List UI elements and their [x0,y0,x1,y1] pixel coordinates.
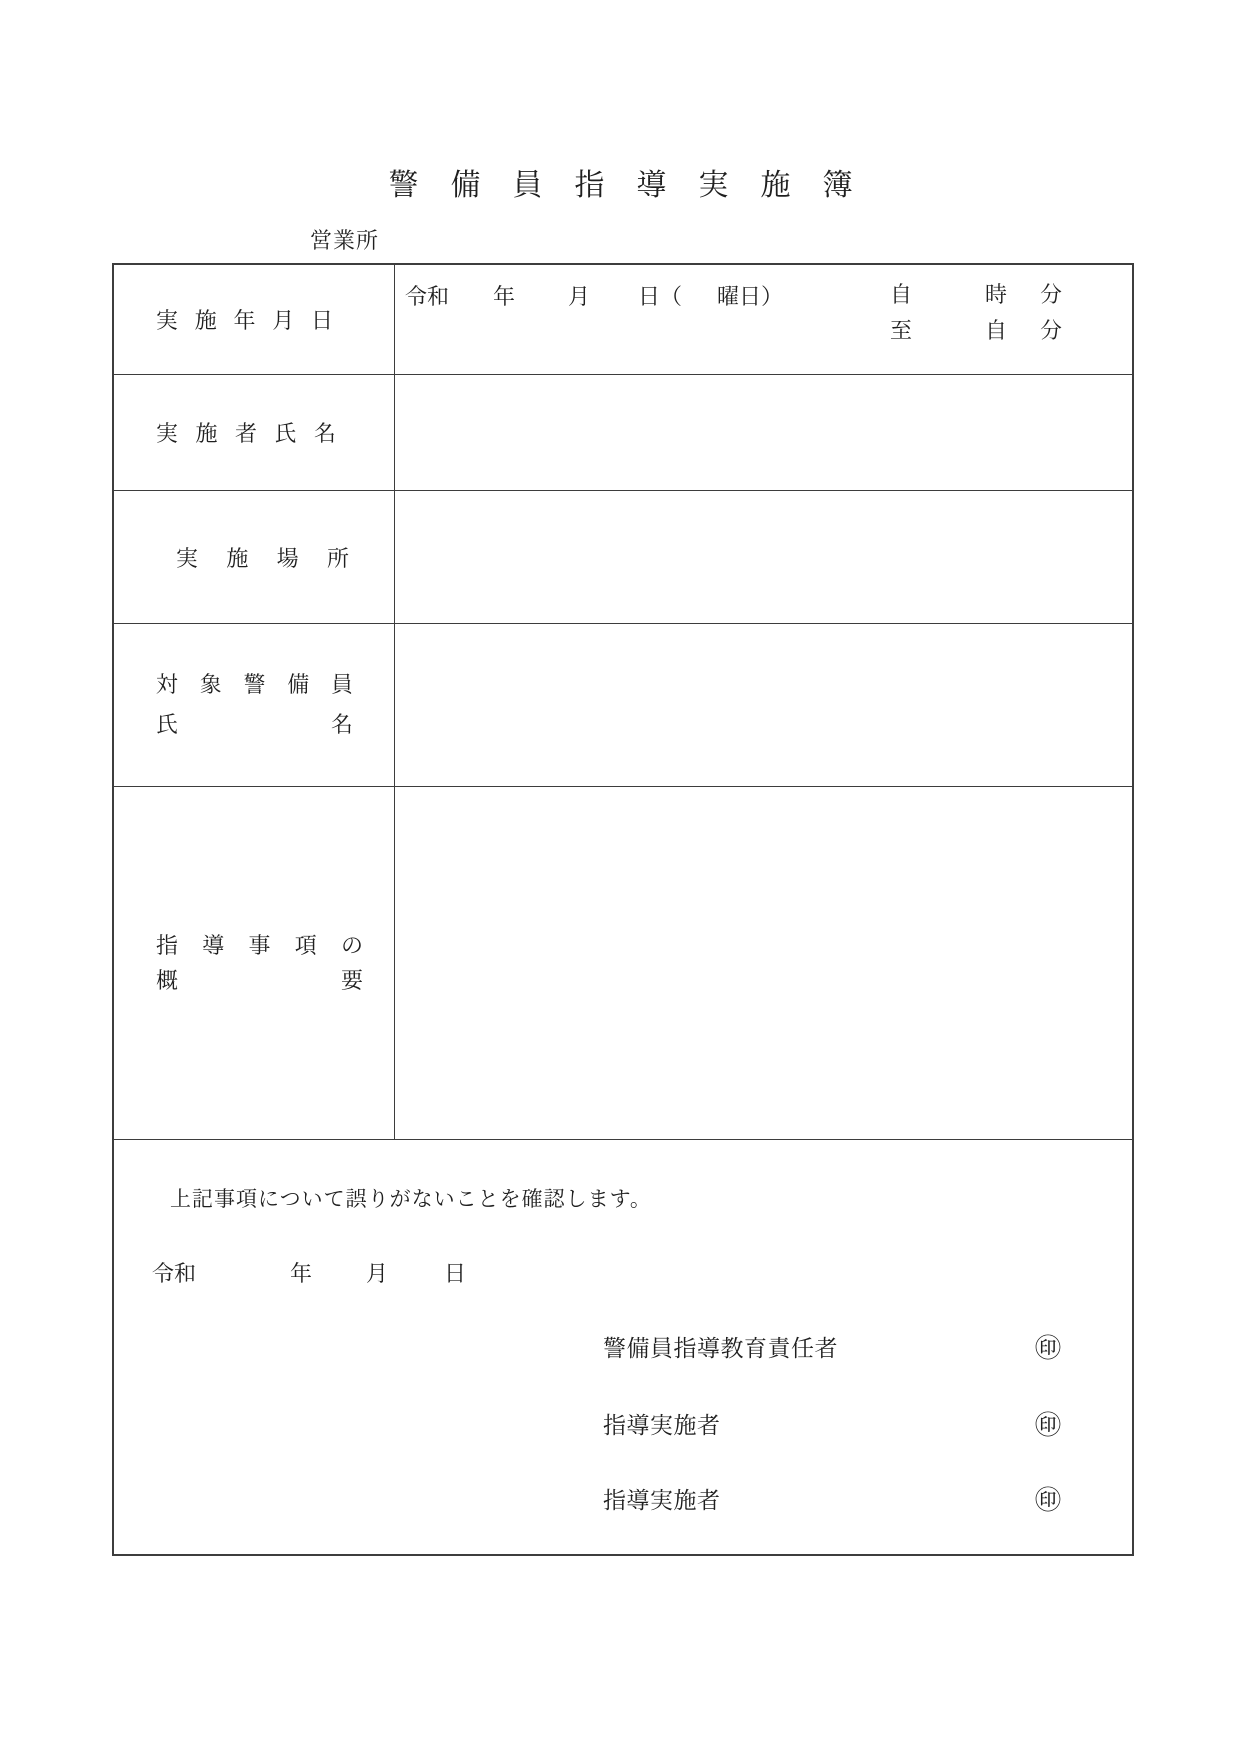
row-implementer-content-cell [395,375,1132,490]
time-from-label: 自 [890,282,913,307]
time-from-min: 分 [1040,282,1063,307]
confirmation-section [114,1140,1132,1554]
row-guidance-summary-label-line2: 概 要 [156,968,363,993]
row-guidance-summary-label-line1: 指 導 事 項 の [156,933,363,958]
seal-mark-icon: ㊞ [1035,1486,1062,1515]
time-from-hour: 時 [985,282,1008,307]
row-target-guards-label-line2: 氏 名 [156,712,353,737]
office-label: 営業所 [310,228,380,253]
confirm-date-month: 月 [366,1261,389,1286]
row-location-content-cell [395,491,1132,623]
form-table [112,263,1134,1556]
seal-mark-icon: ㊞ [1035,1334,1062,1363]
row-guidance-summary-label-cell [114,787,395,1139]
date-era-label: 令和 [405,284,450,309]
row-location [114,491,1132,624]
row-location-label: 実 施 場 所 [176,545,349,571]
row-target-guards-label-cell [114,624,395,786]
confirm-date-year: 年 [290,1261,313,1286]
date-weekday-label: 曜日） [717,284,784,309]
row-implementer-label: 実 施 者 氏 名 [156,421,336,446]
row-target-guards [114,624,1132,787]
row-target-guards-label-line1: 対 象 警 備 員 [156,672,353,697]
row-date-content-cell [395,265,1132,374]
page-title: 警備員指導実施簿 [388,169,885,202]
row-implementer [114,375,1132,491]
row-guidance-summary-content-cell [395,787,1132,1139]
date-year-label: 年 [493,284,516,309]
seal-mark-icon: ㊞ [1035,1411,1062,1440]
row-date-label-cell [114,265,395,374]
confirm-date-day: 日 [444,1261,467,1286]
sign-title-instructor-1: 指導実施者 [603,1413,721,1438]
time-to-label: 至 [890,318,913,343]
confirm-date-era: 令和 [152,1261,197,1286]
row-implementer-label-cell [114,375,395,490]
date-day-label: 日（ [638,284,683,309]
sign-title-instructor-2: 指導実施者 [603,1488,721,1513]
time-to-min: 分 [1040,318,1063,343]
sign-title-education-manager: 警備員指導教育責任者 [603,1336,838,1361]
row-guidance-summary [114,787,1132,1140]
row-target-guards-content-cell [395,624,1132,786]
date-month-label: 月 [568,284,591,309]
row-date-label: 実 施 年 月 日 [156,308,333,333]
row-location-label-cell [114,491,395,623]
confirmation-statement: 上記事項について誤りがないことを確認します。 [170,1187,652,1211]
time-to-hour: 自 [985,318,1008,343]
row-date [114,265,1132,375]
